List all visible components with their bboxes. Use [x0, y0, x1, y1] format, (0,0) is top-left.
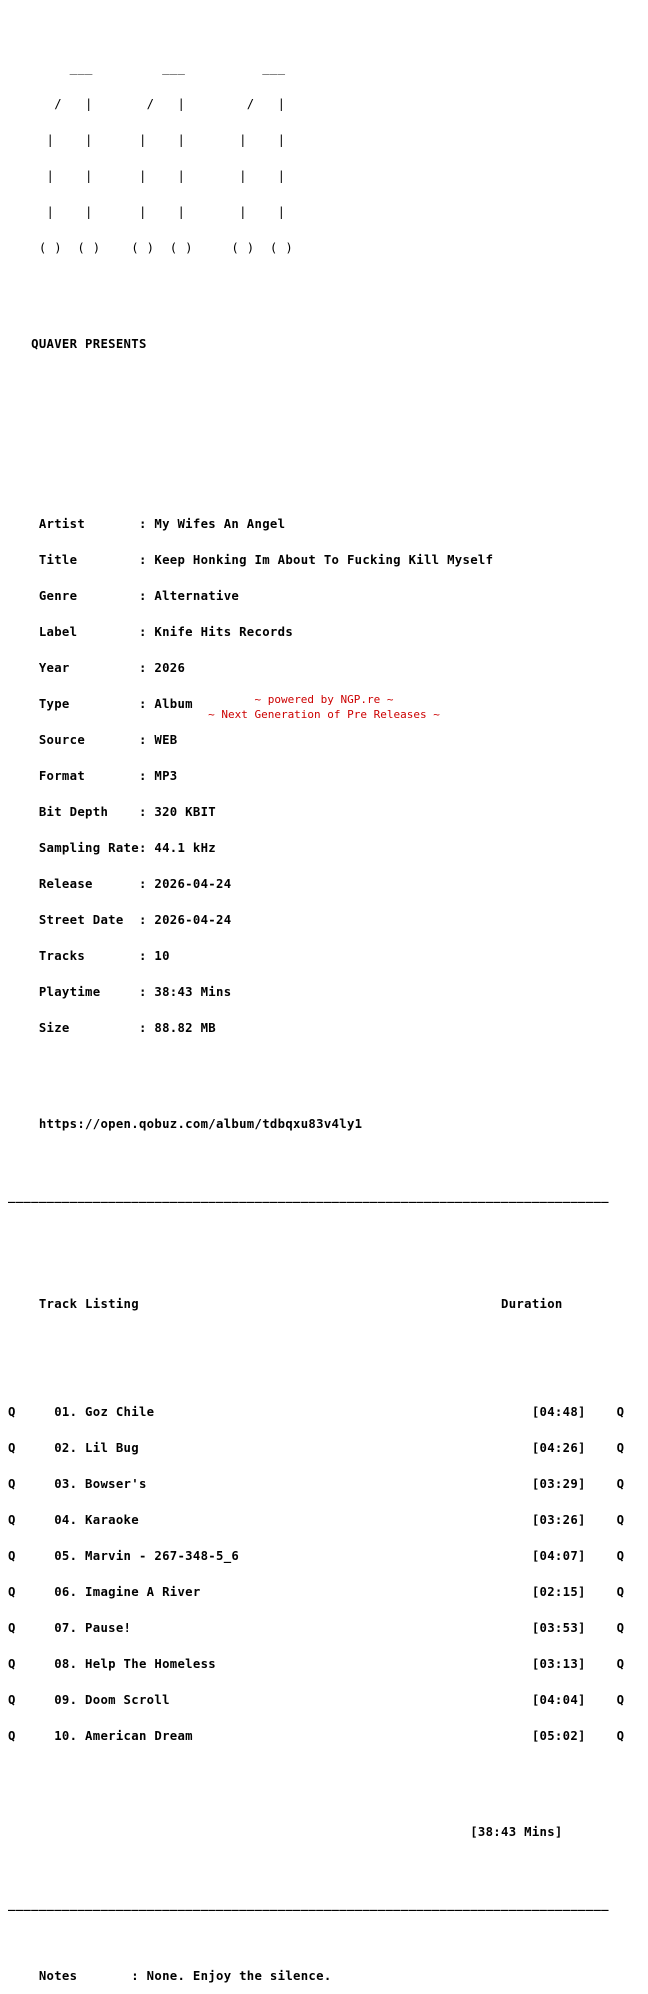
track-row: Q 08. Help The Homeless [03:13] Q: [8, 1657, 625, 1671]
info-genre: Genre : Alternative: [8, 589, 240, 603]
logo-line: ___ ___ ___: [8, 61, 286, 75]
info-source: Source : WEB: [8, 733, 178, 747]
nfo-text: [8, 14, 640, 1994]
info-bit-depth: Bit Depth : 320 KBIT: [8, 805, 216, 819]
footer-powered-by: ~ powered by NGP.re ~: [254, 693, 394, 706]
separator: ______________________________________________________________________________: [8, 1189, 609, 1203]
presents-heading: QUAVER PRESENTS: [8, 337, 147, 351]
total-playtime: [38:43 Mins]: [8, 1825, 563, 1839]
quaver-logo: [8, 38, 640, 278]
footer-tagline: ~ Next Generation of Pre Releases ~: [208, 708, 440, 721]
logo-line: / | / | / |: [8, 97, 286, 111]
logo-line: ( ) ( ) ( ) ( ) ( ) ( ): [8, 241, 294, 255]
track-row: Q 02. Lil Bug [04:26] Q: [8, 1441, 625, 1455]
album-url: https://open.qobuz.com/album/tdbqxu83v4ly1: [8, 1117, 363, 1131]
footer: [0, 692, 648, 722]
track-row: Q 09. Doom Scroll [04:04] Q: [8, 1693, 625, 1707]
track-row: Q 06. Imagine A River [02:15] Q: [8, 1585, 625, 1599]
info-year: Year : 2026: [8, 661, 186, 675]
separator: ______________________________________________________________________________: [8, 1897, 609, 1911]
track-row: Q 04. Karaoke [03:26] Q: [8, 1513, 625, 1527]
info-street-date: Street Date : 2026-04-24: [8, 913, 232, 927]
track-row: Q 05. Marvin - 267-348-5_6 [04:07] Q: [8, 1549, 625, 1563]
info-format: Format : MP3: [8, 769, 178, 783]
track-row: Q 10. American Dream [05:02] Q: [8, 1729, 625, 1743]
info-artist: Artist : My Wifes An Angel: [8, 517, 286, 531]
logo-line: | | | | | |: [8, 133, 286, 147]
track-row: Q 01. Goz Chile [04:48] Q: [8, 1405, 625, 1419]
info-label: Label : Knife Hits Records: [8, 625, 294, 639]
track-list: [8, 1382, 640, 1766]
track-row: Q 03. Bowser's [03:29] Q: [8, 1477, 625, 1491]
logo-line: | | | | | |: [8, 169, 286, 183]
info-playtime: Playtime : 38:43 Mins: [8, 985, 232, 999]
notes-line: Notes : None. Enjoy the silence.: [8, 1969, 332, 1983]
tracklist-header: Track Listing Duration: [8, 1297, 563, 1311]
track-row: Q 07. Pause! [03:53] Q: [8, 1621, 625, 1635]
info-sampling-rate: Sampling Rate: 44.1 kHz: [8, 841, 216, 855]
info-tracks: Tracks : 10: [8, 949, 170, 963]
info-size: Size : 88.82 MB: [8, 1021, 216, 1035]
info-release: Release : 2026-04-24: [8, 877, 232, 891]
logo-line: | | | | | |: [8, 205, 286, 219]
release-info: [8, 494, 640, 1058]
info-type: Type : Album: [8, 697, 193, 711]
info-title: Title : Keep Honking Im About To Fucking Kill Myself: [8, 553, 494, 567]
